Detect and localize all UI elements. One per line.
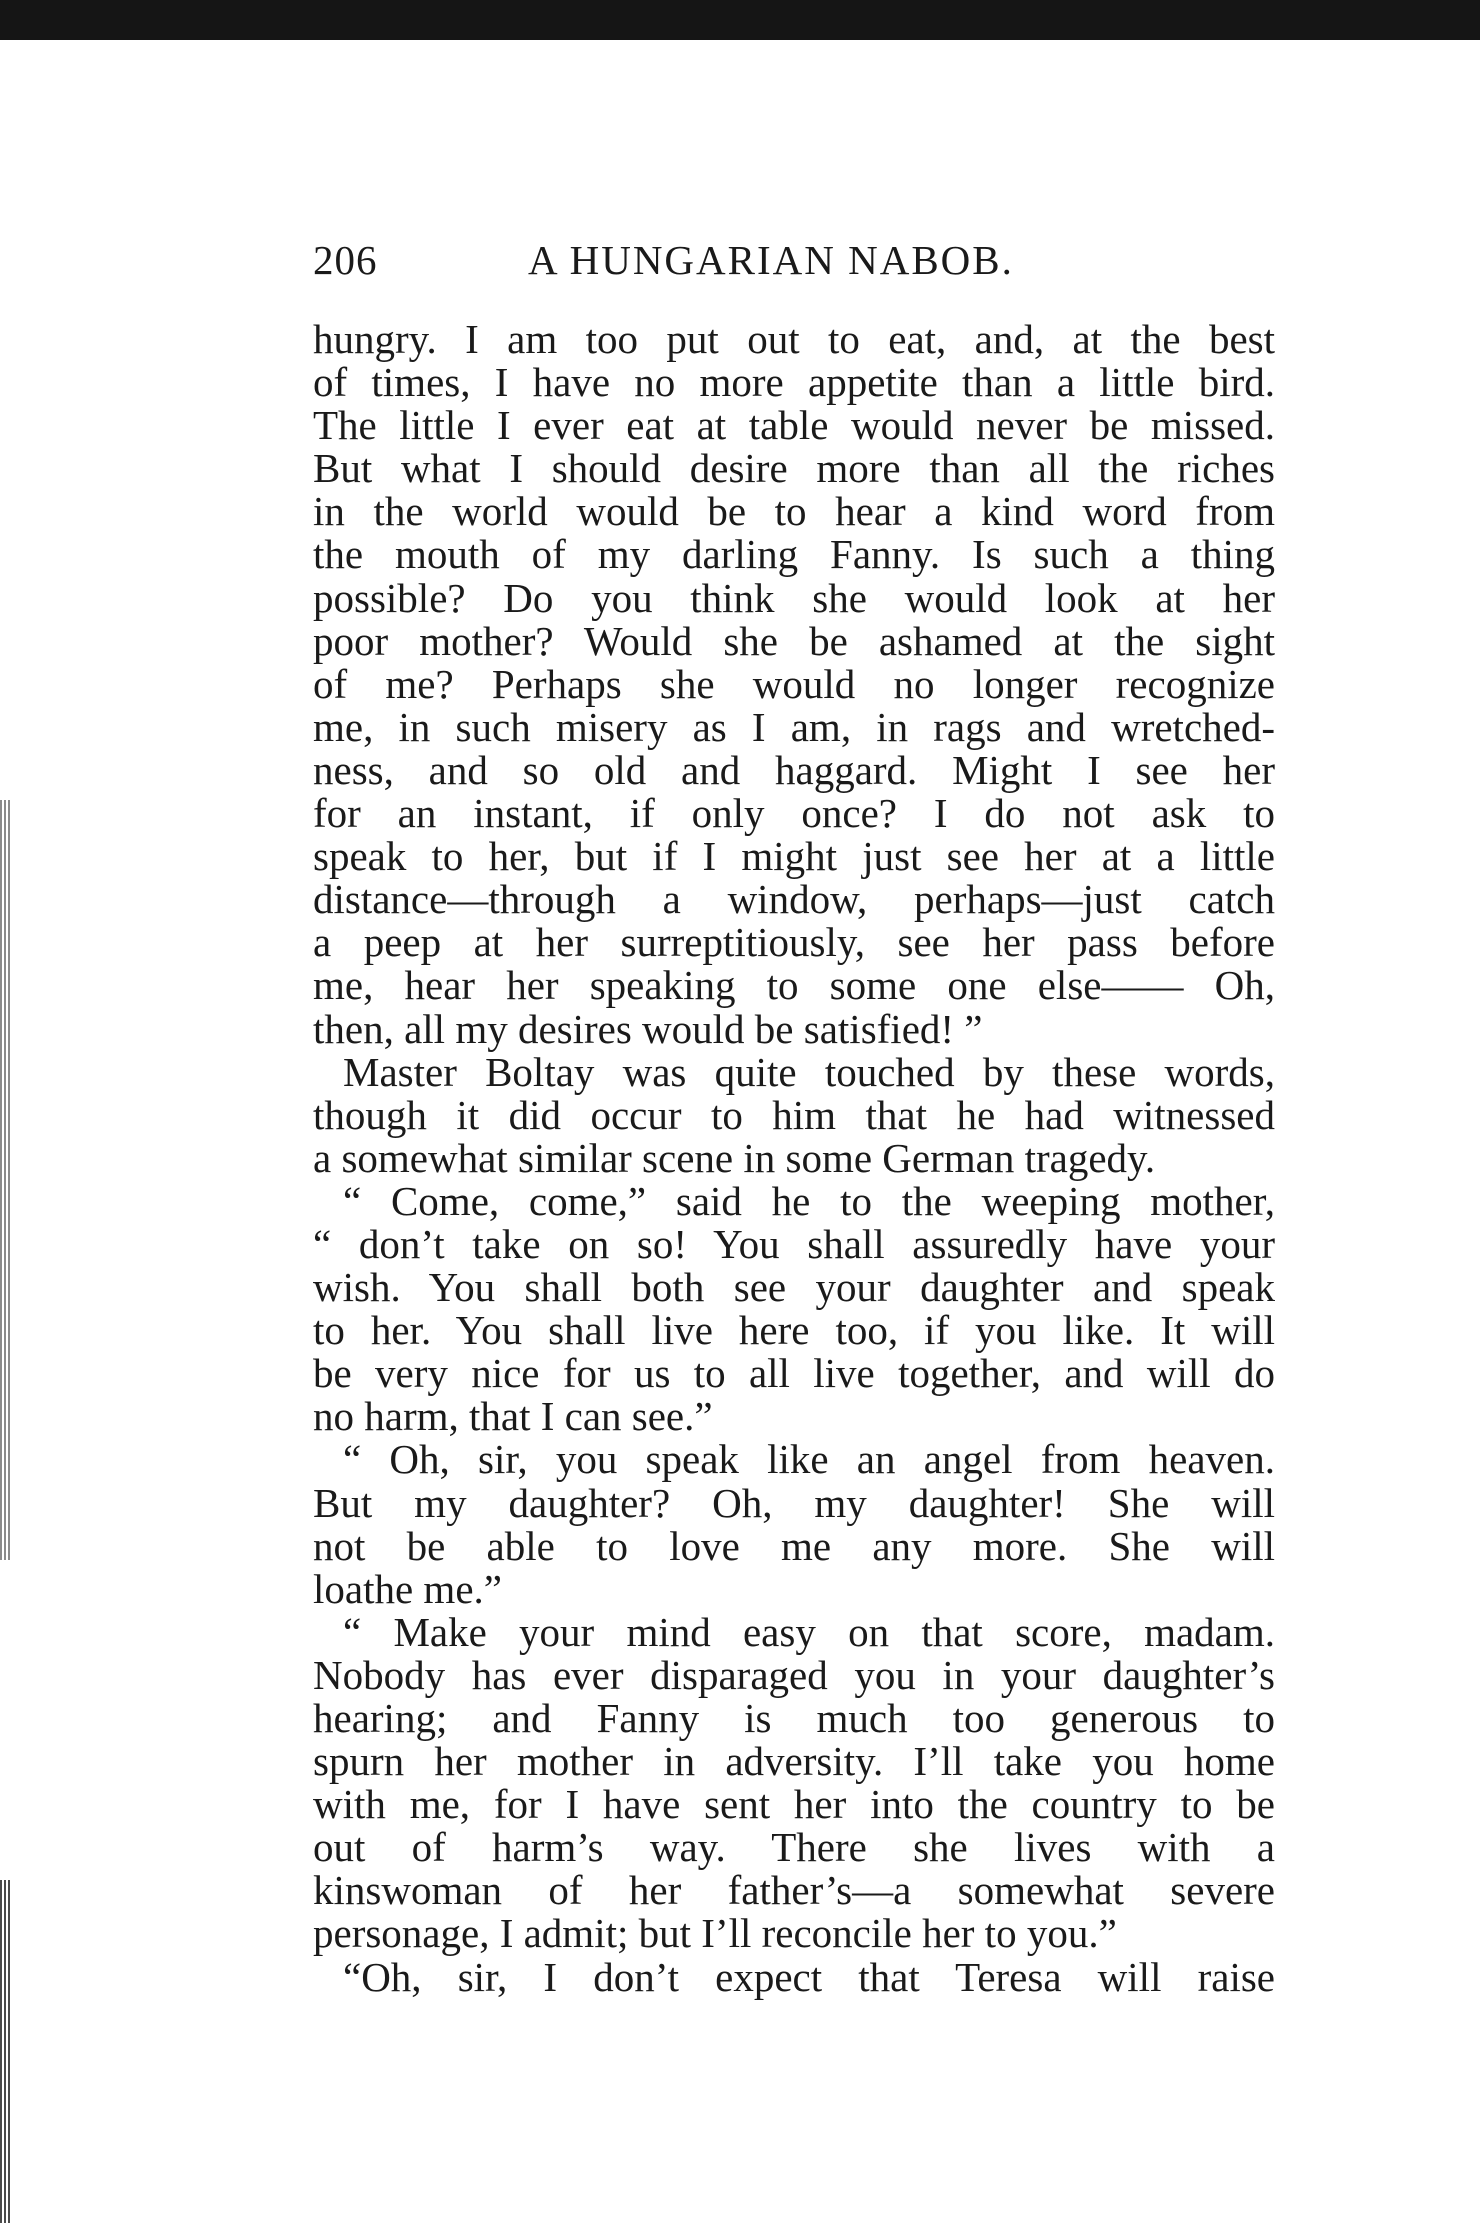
text-line: hungry. I am too put out to eat, and, at the best	[313, 316, 1275, 362]
text-line: Nobody has ever disparaged you in your daughter’s	[313, 1651, 1275, 1698]
text-line: personage, I admit; but I’ll reconcile her to you.”	[313, 1910, 1117, 1957]
text-line: kinswoman of her father’s—a somewhat severe	[313, 1867, 1275, 1914]
text-line: though it did occur to him that he had witnessed	[313, 1091, 1275, 1138]
text-line: out of harm’s way. There she lives with a	[313, 1824, 1275, 1871]
text-line: a somewhat similar scene in some German tragedy.	[313, 1134, 1156, 1181]
text-line: in the world would be to hear a kind word from	[313, 488, 1275, 535]
text-line: But what I should desire more than all the riches	[313, 445, 1275, 492]
gutter-shadow-lower	[0, 1880, 10, 2223]
text-line: to her. You shall live here too, if you like. It will	[313, 1307, 1275, 1354]
text-line: me, hear her speaking to some one else—— Oh,	[313, 962, 1275, 1009]
text-line: possible? Do you think she would look at her	[313, 574, 1275, 621]
text-line: me, in such misery as I am, in rags and wretched-	[313, 703, 1275, 750]
text-line: no harm, that I can see.”	[313, 1393, 713, 1440]
book-title: A HUNGARIAN NABOB.	[528, 237, 1014, 283]
text-line: hearing; and Fanny is much too generous to	[313, 1695, 1275, 1741]
text-line: not be able to love me any more. She will	[313, 1522, 1275, 1569]
text-line: “ Come, come,” said he to the weeping mother,	[343, 1177, 1275, 1224]
text-line: for an instant, if only once? I do not ask to	[313, 790, 1275, 837]
text-line: poor mother? Would she be ashamed at the sight	[313, 617, 1275, 664]
text-line: wish. You shall both see your daughter and speak	[313, 1264, 1275, 1311]
text-line: of times, I have no more appetite than a little bird.	[313, 359, 1275, 406]
text-line: “ Make your mind easy on that score, madam.	[343, 1608, 1275, 1655]
text-line: “ Oh, sir, you speak like an angel from heaven.	[343, 1436, 1275, 1483]
body-text	[313, 318, 1275, 1999]
text-line: But my daughter? Oh, my daughter! She will	[313, 1479, 1275, 1526]
text-line: a peep at her surreptitiously, see her pass before	[313, 919, 1275, 966]
text-line: of me? Perhaps she would no longer recognize	[313, 660, 1275, 707]
text-line: The little I ever eat at table would never be missed.	[313, 402, 1275, 449]
text-line: spurn her mother in adversity. I’ll take you home	[313, 1738, 1275, 1785]
text-line: loathe me.”	[313, 1565, 502, 1612]
text-line: be very nice for us to all live together, and will do	[313, 1350, 1275, 1397]
text-line: speak to her, but if I might just see her at a little	[313, 833, 1275, 880]
text-line: with me, for I have sent her into the country to be	[313, 1781, 1275, 1828]
text-line: Master Boltay was quite touched by these words,	[343, 1048, 1275, 1095]
text-line: the mouth of my darling Fanny. Is such a thing	[313, 531, 1275, 578]
text-line: then, all my desires would be satisfied! ”	[313, 1005, 983, 1052]
text-line: “ don’t take on so! You shall assuredly have your	[313, 1220, 1275, 1267]
page-number: 206	[313, 237, 378, 283]
top-border-bar	[0, 0, 1480, 40]
running-head	[313, 230, 1193, 290]
text-line: “Oh, sir, I don’t expect that Teresa will raise	[343, 1953, 1275, 2000]
text-line: ness, and so old and haggard. Might I see her	[313, 746, 1275, 793]
gutter-shadow-upper	[0, 800, 10, 1560]
text-line: distance—through a window, perhaps—just catch	[313, 876, 1275, 923]
